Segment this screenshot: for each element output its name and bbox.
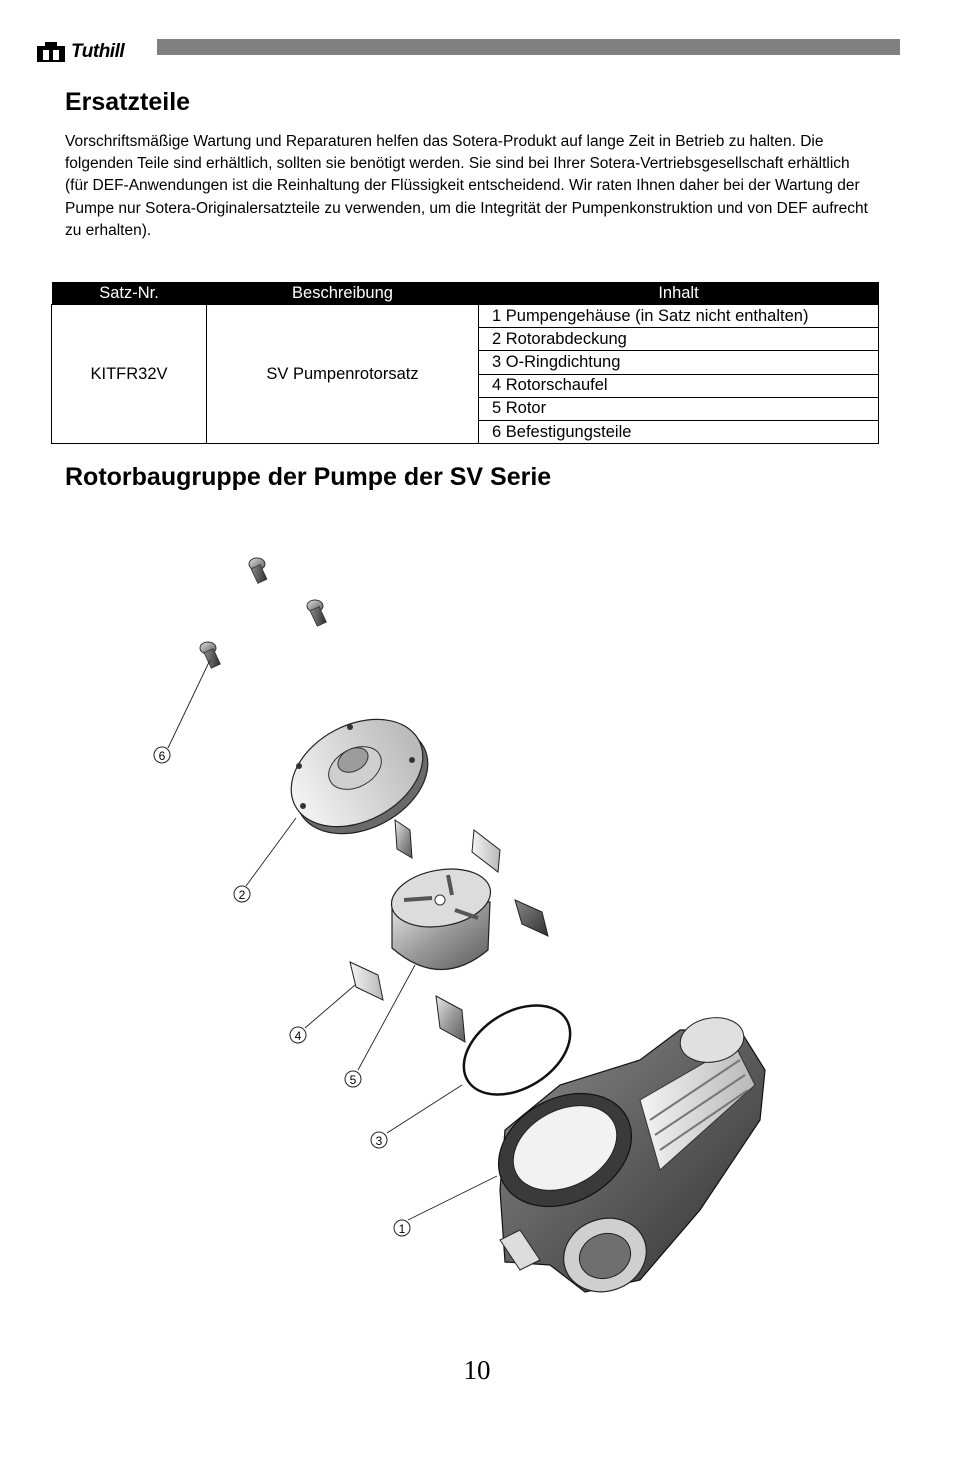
svg-text:2: 2	[238, 888, 246, 902]
page-number: 10	[463, 1355, 491, 1385]
header-kit-number: Satz-Nr.	[52, 282, 207, 305]
parts-table	[51, 282, 879, 444]
section-title-ersatzteile: Ersatzteile	[65, 88, 191, 116]
kit-number-cell: KITFR32V	[52, 305, 207, 444]
screw-part	[307, 600, 326, 626]
contents-cell: 1 Pumpengehäuse (in Satz nicht enthalten)	[479, 305, 879, 328]
contents-cell: 5 Rotor	[479, 397, 879, 420]
section-title-rotor-assembly: Rotorbaugruppe der Pumpe der SV Serie	[65, 463, 552, 491]
callout-3	[371, 1132, 387, 1148]
pump-housing-part	[479, 1013, 765, 1300]
callout-4	[290, 1027, 306, 1043]
tuthill-logo-icon	[35, 40, 67, 64]
callout-1	[394, 1220, 410, 1236]
screw-part	[200, 642, 220, 668]
header-bar	[157, 39, 900, 55]
page-header	[35, 38, 900, 66]
description-cell: SV Pumpenrotorsatz	[207, 305, 479, 444]
callout-6	[154, 747, 170, 763]
table-header-row	[52, 282, 879, 305]
header-contents: Inhalt	[479, 282, 879, 305]
header-description: Beschreibung	[207, 282, 479, 305]
callout-2	[234, 886, 250, 902]
svg-text:6: 6	[158, 749, 166, 763]
svg-text:3: 3	[375, 1134, 383, 1148]
svg-text:4: 4	[294, 1029, 302, 1043]
table-row	[52, 305, 879, 328]
exploded-view-diagram	[120, 540, 820, 1300]
callout-5	[345, 1071, 361, 1087]
svg-text:5: 5	[349, 1073, 357, 1087]
contents-cell: 2 Rotorabdeckung	[479, 328, 879, 351]
contents-cell: 6 Befestigungsteile	[479, 420, 879, 443]
screw-part	[249, 558, 267, 583]
contents-cell: 4 Rotorschaufel	[479, 374, 879, 397]
logo-text: Tuthill	[71, 41, 125, 62]
rotor-cover-part	[273, 698, 447, 855]
rotor-part	[387, 862, 495, 970]
intro-paragraph: Vorschriftsmäßige Wartung und Reparaturen helfen das Sotera-Produkt auf lange Zeit in Betrieb zu halten. Die folgenden Teile sind erhältlich, sollten sie benötigt werden. Sie sind bei Ihrer Sotera-Vertriebsgesellschaft erhältlich (für DEF-Anwendungen ist die Reinhaltung der Flüssigkeit entscheidend. Wir raten Ihnen daher bei der Wartung der Pumpe nur Sotera-Originalersatzteile zu verwenden, um die Integrität der Pumpenkonstruktion und von DEF aufrecht zu erhalten).	[65, 133, 868, 239]
tuthill-logo	[35, 38, 124, 66]
contents-cell: 3 O-Ringdichtung	[479, 351, 879, 374]
svg-text:1: 1	[398, 1222, 406, 1236]
